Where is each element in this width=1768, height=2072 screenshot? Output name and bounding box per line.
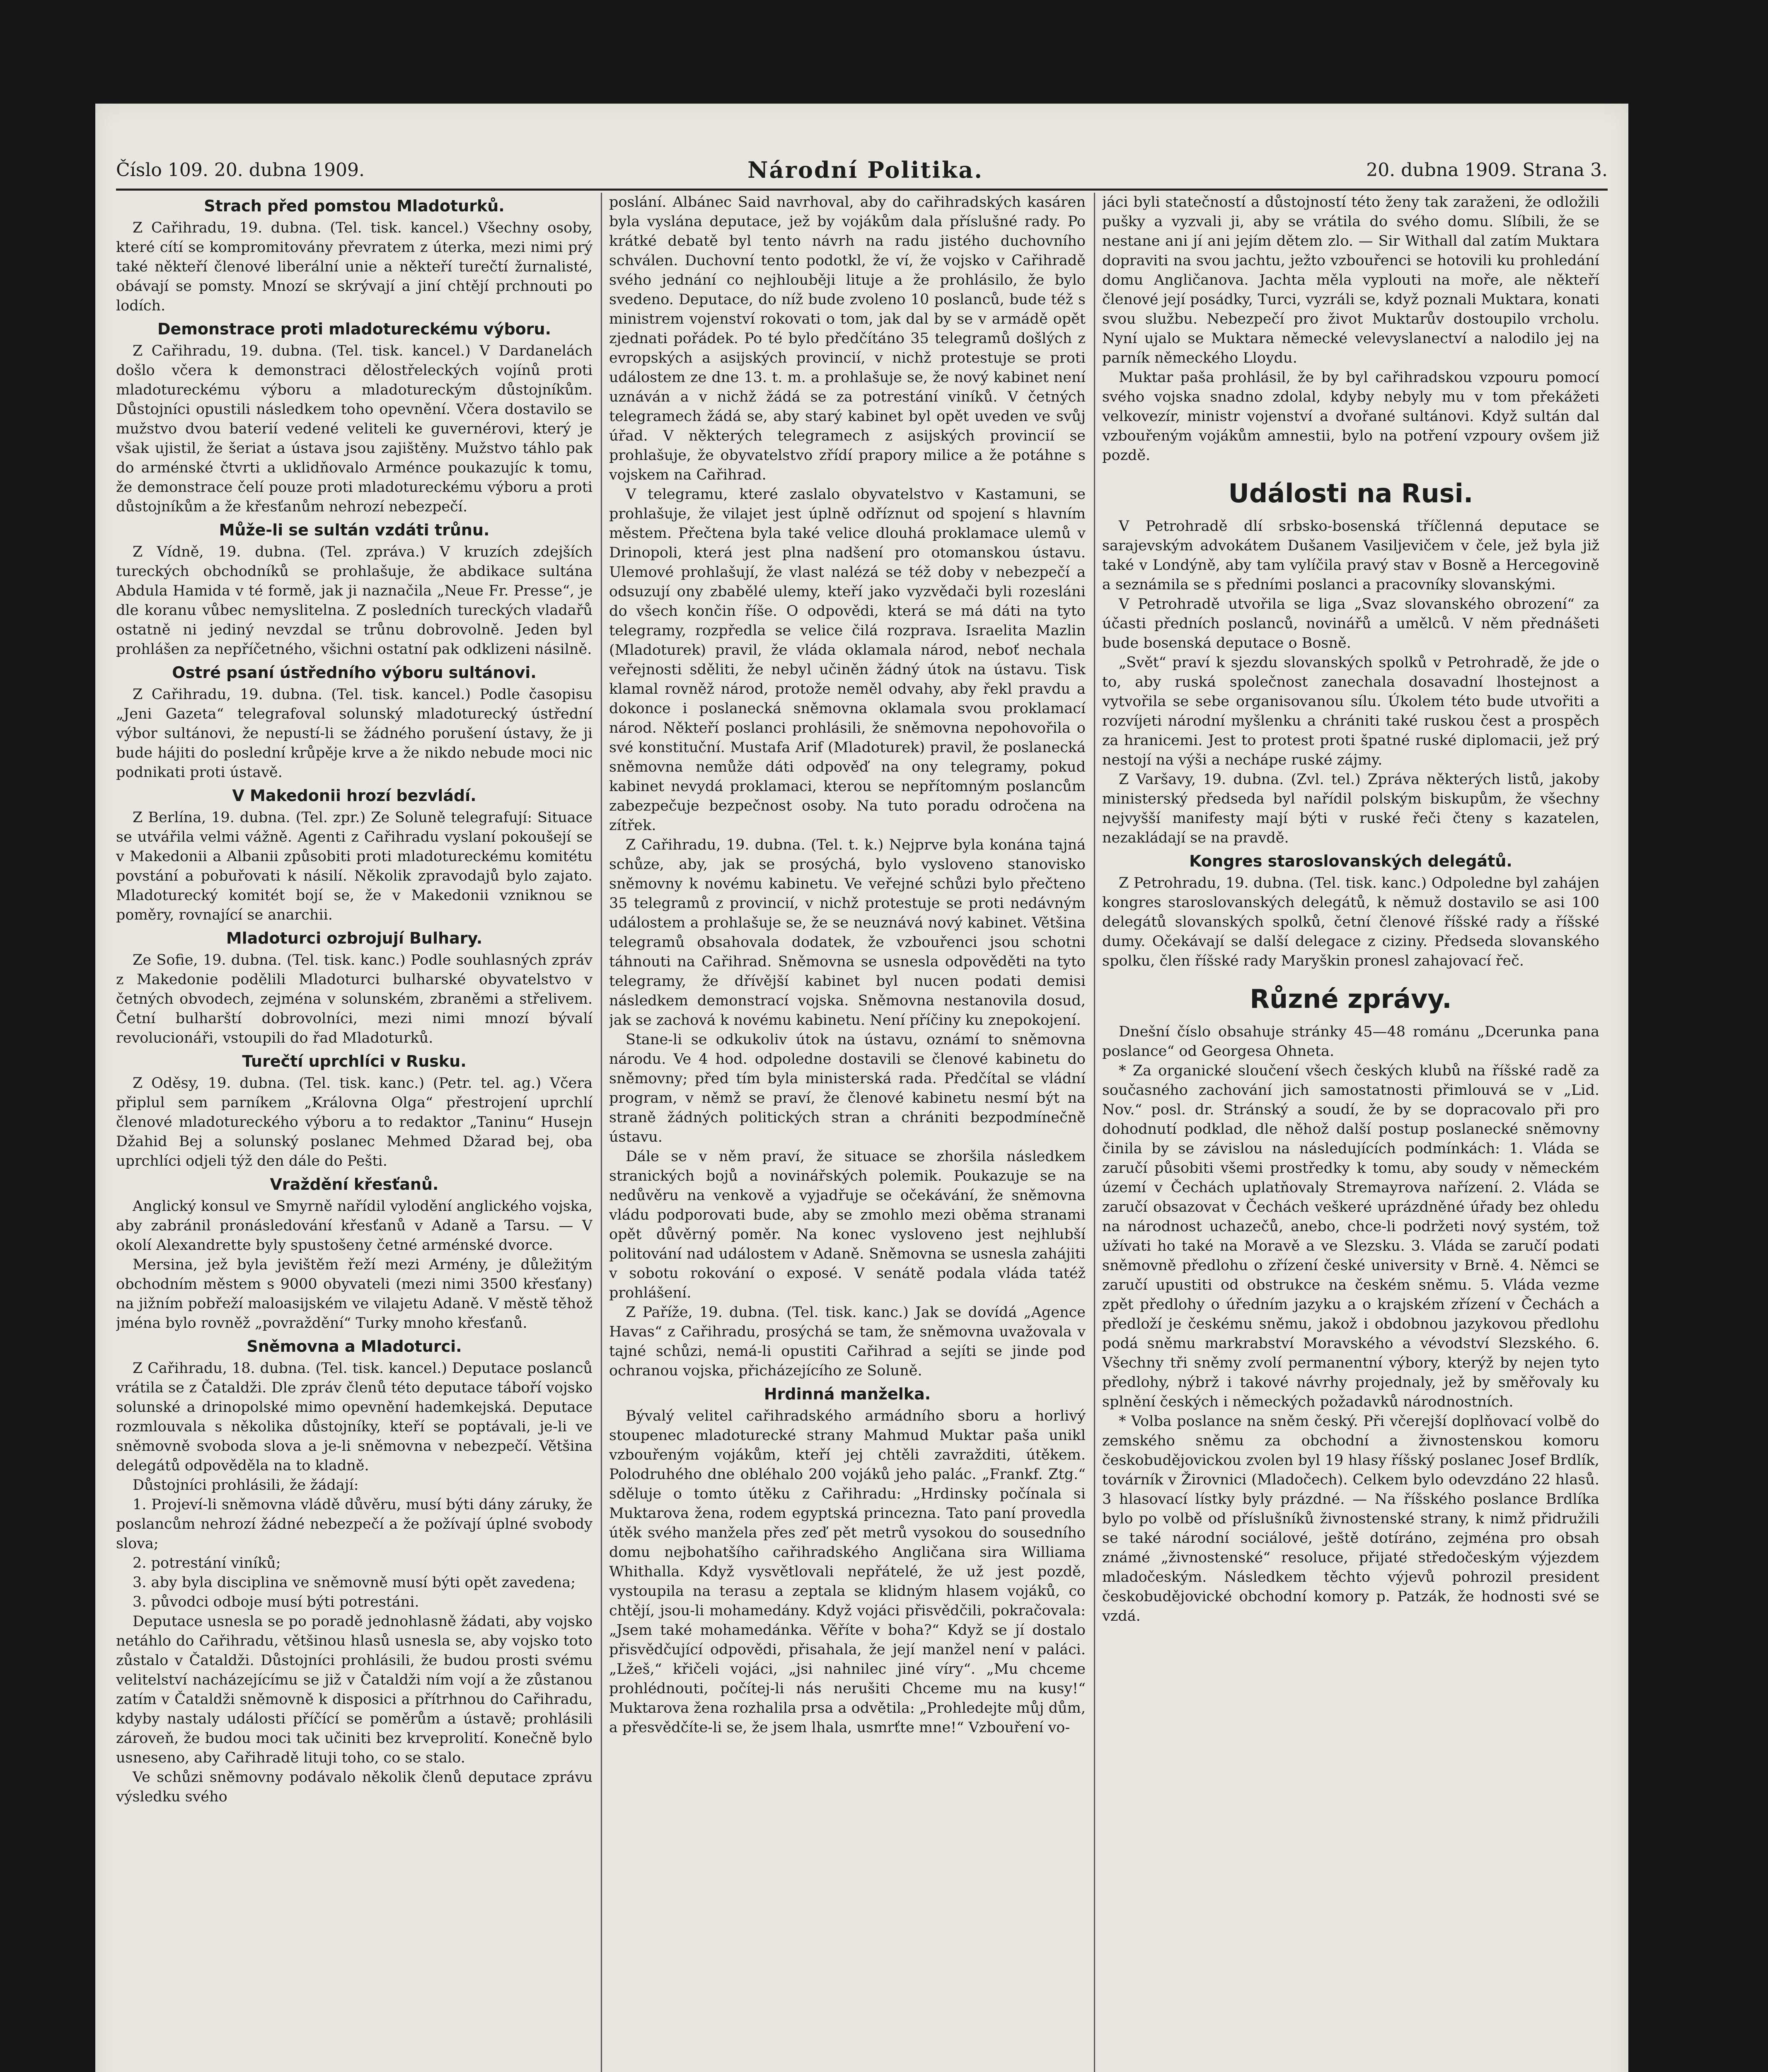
column-2 — [609, 193, 1086, 2072]
headline: Mladoturci ozbrojují Bulhary. — [226, 929, 483, 947]
article-paragraph: Z Cařihradu, 18. dubna. (Tel. tisk. kancel.) Deputace poslanců vrátila se z Čataldži. Dle zpráv členů této deputace táboří vojsko solunské a drinopolské mimo opevnění hademkejská. Deputace rozmlouvala s několika důstojníky, kteří se poptávali, je-li ve sněmovně svoboda slova a je-li sněmovna v nebezpečí. Většina delegátů odpověděla na to kladně. — [116, 1360, 593, 1474]
headline: Sněmovna a Mladoturci. — [247, 1337, 462, 1356]
article-paragraph: Z Petrohradu, 19. dubna. (Tel. tisk. kanc.) Odpoledne byl zahájen kongres staroslovanských delegátů, k němuž dostavilo se asi 100 delegátů slovanských spolků, četní členové říšské rady a říšské dumy. Očekávají se další delegace z ciziny. Předseda slovanského spolku, člen říšské rady Maryškin pronesl zahajovací řeč. — [1102, 875, 1599, 969]
article-paragraph: 3. aby byla disciplina ve sněmovně musí býti opět zavedena; — [133, 1574, 576, 1591]
article-paragraph: jáci byli statečností a důstojností této ženy tak zaraženi, že odložili pušky a vyzvali ji, aby se vrátila do svého domu. Slíbili, že se nestane ani jí ani jejím dětem zlo. — Sir Withall dal zatím Muktara dopraviti na svou jachtu, ježto vzbouřenci se hotovili ku prohledání domu Angličanova. Jachta měla vyplouti na moře, ale někteří členové její posádky, Turci, vyzráli se, když poznali Muktara, konati svou službu. Nebezpečí pro život Muktarův dostoupilo vrcholu. Nyní ujalo se Muktara německé velevyslanectví a nalodilo jej na parník německého Lloydu. — [1102, 194, 1599, 366]
headline: Kongres staroslovanských delegátů. — [1189, 852, 1512, 870]
article-paragraph: 3. původci odboje musí býti potrestáni. — [133, 1594, 419, 1610]
issue-number: Číslo 109. 20. dubna 1909. — [116, 159, 365, 181]
article-paragraph: Z Cařihradu, 19. dubna. (Tel. tisk. kancel.) Všechny osoby, které cítí se kompromitovány převratem z úterka, mezi nimi prý také někteří členové liberální unie a někteří turečtí žurnalisté, obávají se pomsty. Mnozí se skrývají a jiní chtějí prchnouti po lodích. — [116, 220, 593, 314]
article-paragraph: „Svět“ praví k sjezdu slovanských spolků v Petrohradě, že jde o to, aby ruská společnost zanechala dosavadní lhostejnost a vytvořila se sebe organisovanou sílu. Úkolem této bude utvořiti a rozvíjeti národní myšlenku a chrániti také ruskou čest a prospěch za hranicemi. Jest to protest proti špatné ruské diplomacii, jež prý nestojí na výši a nechápe ruské zájmy. — [1102, 654, 1599, 768]
article-paragraph: Mersina, jež byla jevištěm řeží mezi Armény, je důležitým obchodním městem s 9000 obyvateli (mezi nimi 3500 křesťany) na jižním pobřeží maloasijském ve vilajetu Adaně. V městě těhož jména bylo rovněž „povraždění“ Turky mnoho křesťanů. — [116, 1256, 593, 1331]
article-paragraph: V Petrohradě dlí srbsko-bosenská tříčlenná deputace se sarajevským advokátem Dušanem Vasiljevičem v čele, jež byla již také v Londýně, aby tam vylíčila pravý stav v Bosně a Hercegovině a seznámila se s předními poslanci a pracovníky slovanskými. — [1102, 518, 1599, 593]
article-paragraph: 1. Projeví-li sněmovna vládě důvěru, musí býti dány záruky, že poslancům nehrozí žádné nebezpečí a že požívají úplné svobody slova; — [116, 1496, 593, 1552]
article-paragraph: Stane-li se odkukoliv útok na ústavu, oznámí to sněmovna národu. Ve 4 hod. odpoledne dostavili se členové kabinetu do sněmovny; před tím byla ministerská rada. Předčítal se vládní program, v němž se praví, že členové kabinetu nesmí být na straně žádných politických stran a chrániti bezpodmínečně ústavu. — [609, 1031, 1086, 1145]
headline: V Makedonii hrozí bezvládí. — [232, 787, 476, 805]
article-paragraph: Deputace usnesla se po poradě jednohlasně žádati, aby vojsko netáhlo do Cařihradu, většinou hlasů usnesla se, aby vojsko toto zůstalo v Čataldži. Důstojníci prohlásili, že budou prosti svému velitelství nacházejícímu se již v Čataldži ním vojí a že zůstanou zatím v Čataldži sněmovně k disposici a přítrhnou do Cařihradu, kdyby nastaly události příčící se poměrům a ústavě; prohlásili zároveň, že budou moci tak učiniti bez krveprolití. Konečně bylo usneseno, aby Cařihradě lituji toho, co se stalo. — [116, 1613, 593, 1766]
column-1 — [116, 193, 593, 2072]
page-header — [116, 153, 1608, 186]
article-paragraph: Muktar paša prohlásil, že by byl cařihradskou vzpouru pomocí svého vojska snadno zdolal, kdyby nebyly mu v tom překážeti velkovezír, ministr vojenství a dvořané sultánovi. Když sultán dal vzbouřeným vojákům amnestii, bylo na potření vzpoury ovšem již pozdě. — [1102, 369, 1599, 464]
article-paragraph: V Petrohradě utvořila se liga „Svaz slovanského obrození“ za účasti předních poslanců, novinářů a umělců. V něm přednášeti bude bosenská deputace o Bosně. — [1102, 596, 1599, 651]
article-paragraph: Ve schůzi sněmovny podávalo několik členů deputace zprávu výsledku svého — [116, 1769, 593, 1805]
headline: Může-li se sultán vzdáti trůnu. — [219, 521, 490, 539]
article-paragraph: Anglický konsul ve Smyrně nařídil vylodění anglického vojska, aby zabránil pronásledování křesťanů v Adaně a Tarsu. — V okolí Alexandrette byly spustošeny četné arménské dvorce. — [116, 1198, 593, 1254]
article-paragraph: 2. potrestání viníků; — [133, 1555, 281, 1571]
article-paragraph: Z Vídně, 19. dubna. (Tel. zpráva.) V kruzích zdejších tureckých obchodníků se prohlašuje, že abdikace sultána Abdula Hamida v té formě, jak ji naznačila „Neue Fr. Presse“, je dle koranu vůbec nemyslitelna. Z posledních tureckých vladařů ostatně ni jediný nevzdal se trůnu dobrovolně. Jeden byl prohlášen za nepříčetného, všichni ostatní pak odklizeni násilně. — [116, 544, 593, 658]
article-paragraph: Dále se v něm praví, že situace se zhoršila následkem stranických bojů a novinářských polemik. Poukazuje se na nedůvěru na venkově a vyjadřuje se očekávání, že sněmovna vládu podporovati bude, aby se zmohlo mezi oběma stranami opět důvěrný poměr. Na konec vysloveno jest nejhlubší politování nad událostem v Adaně. Sněmovna se usnesla zahájiti v sobotu rokování o exposé. V senátě podala vláda tatéž prohlášení. — [609, 1148, 1086, 1301]
article-paragraph: Z Varšavy, 19. dubna. (Zvl. tel.) Zpráva některých listů, jakoby ministerský předseda byl nařídil polským biskupům, že všechny nejvyšší manifesty mají býti v ruské řeči čteny s kazatelen, nezakládají se na pravdě. — [1102, 771, 1599, 846]
article-paragraph: * Volba poslance na sněm český. Při včerejší doplňovací volbě do zemského sněmu za obchodní a živnostenskou komoru českobudějovickou zvolen byl 19 hlasy říšský poslanec Josef Brdlík, továrník v Žirovnici (Mladočech). Celkem bylo odevzdáno 22 hlasů. 3 hlasovací lístky byly prázdné. — Na říšského poslance Brdlíka bylo po volbě od příslušníků živnostenské strany, k nimž přidružili se také národní sociálové, ještě dotíráno, zejména pro obsah známé „živnostenské“ resoluce, přijaté středočeským výjezdem mladočeským. Následkem těchto výjevů pohrozil president českobudějovické obchodní komory p. Patzák, že hodnosti své se vzdá. — [1102, 1413, 1599, 1624]
column-rule — [601, 193, 602, 2072]
header-rule — [116, 189, 1608, 191]
article-paragraph: Z Oděsy, 19. dubna. (Tel. tisk. kanc.) (Petr. tel. ag.) Včera připlul sem parníkem „Královna Olga“ přestrojení uprchlí členové mladotureckého výboru a to redaktor „Taninu“ Husejn Džahid Bej a solunský poslanec Mehmed Džarad bej, oba uprchlíci odjeli týž den dále do Pešti. — [116, 1075, 593, 1169]
article-paragraph: poslání. Albánec Said navrhoval, aby do cařihradských kasáren byla vyslána deputace, jež by vojákům dala příslušné rady. Po krátké debatě byl tento návrh na radu jistého duchovního schválen. Duchovní tento podotkl, že ví, že vojsko v Cařihradě svého jednání co nejhlouběji lituje a že prohlásilo, že bylo svedeno. Deputace, do níž bude zvoleno 10 poslanců, bude též s ministrem vojenství rokovati o tom, jak dal by se v armádě opět zjednati pořádek. Po té bylo předčítáno 35 telegramů došlých z evropských a asijských provincií, v nichž protestuje se proti událostem ze dne 13. t. m. a prohlašuje se, že nový kabinet není uznáván a v nichž žádá se za potrestání viníků. V četných telegramech žádá se, aby starý kabinet byl opět uveden ve svůj úřad. V některých telegramech z asijských provincií se prohlašuje, že obyvatelstvo zřídí prapory milice a že potáhne s vojskem na Cařihrad. — [609, 194, 1086, 483]
headline: Strach před pomstou Mladoturků. — [204, 197, 505, 215]
article-paragraph: Z Cařihradu, 19. dubna. (Tel. tisk. kancel.) V Dardanelách došlo včera k demonstraci dělostřeleckých vojínů proti mladotureckému výboru a mladotureckým důstojníkům. Důstojníci opustili následkem toho opevnění. Včera dostavilo se mužstvo dvou baterií vedené veliteli ke guvernérovi, který je však ujistil, že šeriat a ústava jsou zajištěny. Mužstvo táhlo pak do arménské čtvrti a uklidňovalo Arménce poukazujíc k tomu, že demonstrace čelí pouze proti mladotureckému výboru a proti důstojníkům a že křesťanům nehrozí nebezpečí. — [116, 343, 593, 515]
headline: Hrdinná manželka. — [764, 1385, 931, 1403]
article-paragraph: Z Cařihradu, 19. dubna. (Tel. t. k.) Nejprve byla konána tajná schůze, aby, jak se prosýchá, bylo vysloveno stanovisko sněmovny k novému kabinetu. Ve veřejné schůzi bylo přečteno 35 telegramů z provincií, v nichž protestuje se proti nedávným událostem a prohlašuje se, že se neuznává nový kabinet. Většina telegramů obsahovala dodatek, že vzbouřenci jsou schotni táhnouti na Cařihrad. Sněmovna se usnesla odpověděti na tyto telegramy, že dřívější kabinet byl nucen podati demisi následkem demonstrací vojska. Sněmovna nestanovila dosud, jak se zachová k novému kabinetu. Není příčiny ku znepokojení. — [609, 837, 1086, 1029]
headline: Ostré psaní ústředního výboru sultánovi. — [172, 663, 537, 682]
headline: Demonstrace proti mladotureckému výboru. — [157, 320, 551, 338]
masthead: Národní Politika. — [747, 157, 984, 183]
column-3 — [1102, 193, 1599, 2072]
article-paragraph: Ze Sofie, 19. dubna. (Tel. tisk. kanc.) Podle souhlasných zpráv z Makedonie podělili Mladoturci bulharské obyvatelstvo v četných obvodech, zejména v solunském, zbraněmi a střelivem. Četní bulharští dobrovolníci, mezi nimi mnozí bývalí revolucionáři, vstoupili do řad Mladoturků. — [116, 952, 593, 1046]
article-paragraph: V telegramu, které zaslalo obyvatelstvo v Kastamuni, se prohlašuje, že vilajet jest úplně odříznut od spojení s hlavním městem. Přečtena byla také velice dlouhá proklamace ulemů v Drinopoli, která jest plna nadšení pro otomanskou ústavu. Ulemové prohlašují, že vlast nalézá se též doby v nebezpečí a odsuzují ony zbabělé ulemy, kteří jako vyzvědači byli rozesláni do všech končin říše. O odpovědi, která se má dáti na tyto telegramy, rozpředla se velice čilá rozprava. Israelita Mazlin (Mladoturek) pravil, že vláda oklamala národ, neboť nechala veřejnosti sděliti, že nebyl učiněn žádný útok na ústavu. Tisk klamal rovněž národ, protože neměl odvahy, aby řekl pravdu a dokonce i poslanecká sněmovna oklamala svou proklamací národ. Někteří poslanci prohlásili, že sněmovna nepohovořila o své konstituční. Mustafa Arif (Mladoturek) pravil, že poslanecká sněmovna nemůže dáti odpověď na ony telegramy, pokud kabinet nevydá proklamaci, kterou se nepřítomným poslancům zabezpečuje bezpečnost osoby. Na tuto poradu odročena na zítřek. — [609, 486, 1086, 834]
section-headline: Události na Rusi. — [1228, 478, 1473, 508]
article-paragraph: Bývalý velitel cařihradského armádního sboru a horlivý stoupenec mladoturecké strany Mahmud Muktar paša unikl vzbouřeným vojákům, kteří jej chtěli zavražditi, útěkem. Polodruhého dne obléhalo 200 vojáků jeho palác. „Frankf. Ztg.“ sděluje o tomto útěku z Cařihradu: „Hrdinsky počínala si Muktarova žena, rodem egyptská princezna. Tato paní provedla útěk svého manžela přes zeď pět metrů vysokou do sousedního domu nejbohatšího cařihradského Angličana sira Williama Whithalla. Když vysvětlovali nepřátelé, že už jest pozdě, vystoupila na terasu a zeptala se klidným hlasem vojáků, co chtějí, jsou-li mohamedány. Když vojáci přisvědčili, pokračovala: „Jsem také mohamedánka. Věříte v boha?“ Když se jí dostalo přisvědčující odpovědi, přisahala, že její manžel není v paláci. „Lžeš,“ křičeli vojáci, „jsi nahnilec jiné víry“. „Mu chceme prohlédnouti, počítej-li nás nerušiti Chceme mu na kusy!“ Muktarova žena rozhalila prsa a odvětila: „Prohledejte můj dům, a přesvědčíte-li se, že jsem lhala, usmrťte mne!“ Vzbouření vo- — [609, 1408, 1086, 1736]
article-paragraph: Dnešní číslo obsahuje stránky 45—48 románu „Dcerunka pana poslance“ od Georgesa Ohneta. — [1102, 1024, 1599, 1060]
article-paragraph: Z Paříže, 19. dubna. (Tel. tisk. kanc.) Jak se dovídá „Agence Havas“ z Cařihradu, prosýchá se tam, že sněmovna uvažovala v tajné schůzi, nemá-li opustiti Cařihrad a sejíti se jinde pod ochranou vojska, přicházejícího ze Soluně. — [609, 1304, 1086, 1379]
headline: Turečtí uprchlíci v Rusku. — [242, 1052, 467, 1070]
article-paragraph: Důstojníci prohlásili, že žádají: — [133, 1477, 359, 1493]
page-date: 20. dubna 1909. Strana 3. — [1366, 159, 1608, 181]
column-rule — [1094, 193, 1095, 2072]
newspaper-page — [95, 104, 1628, 2072]
headline: Vraždění křesťanů. — [270, 1175, 439, 1193]
article-paragraph: * Za organické sloučení všech českých klubů na říšské radě za současného zachování jich samostatnosti přimlouvá se v „Lid. Nov.“ posl. dr. Stránský a soudí, že by se dopracovalo při pro dohodnutí podklad, dle něhož další postup poslanecké sněmovny činila by se závislou na následujících podmínkách: 1. Vláda se zaručí působiti všemi prostředky k tomu, aby soudy v německém území v Čechách uplatňovaly Stremayrova nařízení. 2. Vláda se zaručí obsazovat v Čechách veškeré uprázdněné úřady bez ohledu na národnost uchazečů, anebo, chce-li podržeti nový systém, tož užívati ho také na Moravě a ve Slezsku. 3. Vláda se zaručí podati sněmovně předlohu o zřízení české university v Brně. 4. Němci se zaručí upustiti od obstrukce na českém sněmu. 5. Vláda vezme zpět předlohy o úředním jazyku a o krajském zřízení v Čechách a předloží je českému sněmu, jakož i obdobnou jazykovou předlohu podá sněmu markrabství Moravského a vévodství Slezského. 6. Všechny tři sněmy zvolí permanentní výbory, kterýž by nejen tyto předlohy, nýbrž i takové návrhy projednaly, jež by směřovaly ku splnění českých i německých požadavků národnostních. — [1102, 1063, 1599, 1410]
section-headline: Různé zprávy. — [1250, 984, 1452, 1014]
article-paragraph: Z Cařihradu, 19. dubna. (Tel. tisk. kancel.) Podle časopisu „Jeni Gazeta“ telegrafoval solunský mladoturecký ústřední výbor sultánovi, že nepustí-li se žádného porušení ústavy, že ji bude hájiti do poslední krůpěje krve a že nikdo nebude moci nic podnikati proti ústavě. — [116, 686, 593, 781]
article-paragraph: Z Berlína, 19. dubna. (Tel. zpr.) Ze Soluně telegrafují: Situace se utvářila velmi vážně. Agenti z Cařihradu vyslaní pokoušejí se v Makedonii a Albanii způsobiti proti mladotureckému komitétu povstání a pobuřovati k násilí. Několik zpravodajů bylo zajato. Mladoturecký komitét bojí se, že v Makedonii vzniknou se poměry, rovnající se anarchii. — [116, 809, 593, 923]
